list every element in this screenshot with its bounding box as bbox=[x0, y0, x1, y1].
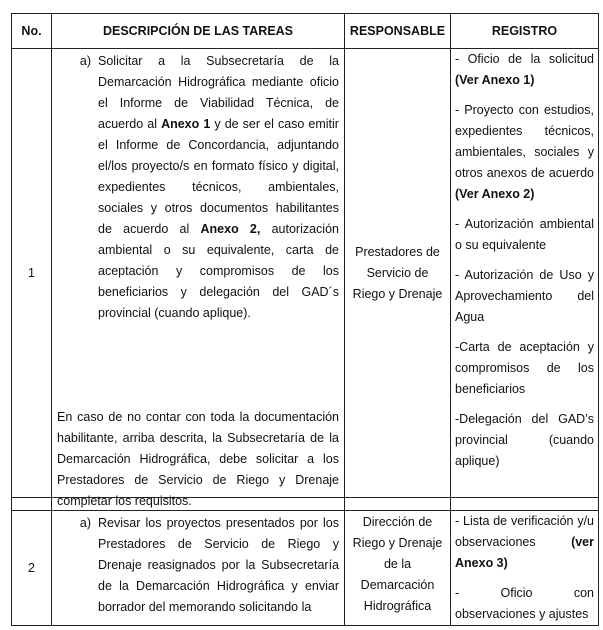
registro-cell bbox=[451, 49, 599, 498]
header-registro: REGISTRO bbox=[451, 14, 599, 49]
responsible-cell: Prestadores de Servicio de Riego y Drenaje bbox=[345, 49, 451, 498]
task-item-label: a) bbox=[79, 516, 91, 530]
registro-entry: -Delegación del GAD’s provincial (cuando aplique) bbox=[455, 412, 594, 468]
task-note: En caso de no contar con toda la documentación habilitante, arriba descrita, la Subsecretaría de la Demarcación Hidrográfica, debe solicitar a los Prestadores de Servicio de Riego y Drenaje completar los requisitos. bbox=[57, 410, 339, 508]
registro-entry: - Autorización de Uso y Aprovechamiento del Agua bbox=[455, 268, 594, 324]
table-row bbox=[12, 511, 599, 626]
table-header-row bbox=[12, 14, 599, 49]
table-row bbox=[12, 49, 599, 498]
responsible-cell: Dirección de Riego y Drenaje de la Demarcación Hidrográfica bbox=[345, 511, 451, 626]
task-description-cell bbox=[52, 511, 345, 626]
task-item-text: Revisar los proyectos presentados por los Prestadores de Servicio de Riego y Drenaje reasignados por la Subsecretaría de la Demarcación Hidrográfica y enviar borrador del memorando solicitando la bbox=[98, 516, 339, 614]
task-item-text: Solicitar a la Subsecretaría de la Demarcación Hidrográfica mediante oficio el Informe de Viabilidad Técnica, de acuerdo al Anexo 1 y de ser el caso emitir el Informe de Concordancia, adjuntando el/los proyecto/s en formato físico y digital, expedientes técnicos, ambientales, sociales y otros documentos habilitantes de acuerdo al Anexo 2, autorización ambiental o su equivalente, carta de aceptación y compromisos de los beneficiarios y delegación del GAD´s provincial (cuando aplique). bbox=[98, 54, 339, 320]
row-number: 2 bbox=[12, 511, 52, 626]
header-no: No. bbox=[12, 14, 52, 49]
registro-entry: - Oficio con observaciones y ajustes bbox=[455, 586, 594, 621]
header-responsable: RESPONSABLE bbox=[345, 14, 451, 49]
row-number: 1 bbox=[12, 49, 52, 498]
header-descripcion: DESCRIPCIÓN DE LAS TAREAS bbox=[52, 14, 345, 49]
task-description-cell bbox=[52, 49, 345, 508]
task-item bbox=[57, 513, 339, 618]
task-item bbox=[57, 51, 339, 324]
registro-entry: - Proyecto con estudios, expedientes técnicos, ambientales, sociales y otros anexos de acuerdo (Ver Anexo 2) bbox=[455, 103, 594, 201]
registro-entry: - Oficio de la solicitud (Ver Anexo 1) bbox=[455, 52, 594, 87]
registro-entry: - Lista de verificación y/u observaciones (ver Anexo 3) bbox=[455, 514, 594, 570]
registro-cell bbox=[451, 511, 599, 626]
registro-entry: - Autorización ambiental o su equivalente bbox=[455, 217, 594, 252]
procedure-table bbox=[11, 13, 599, 626]
task-item-label: a) bbox=[79, 54, 91, 68]
registro-entry: -Carta de aceptación y compromisos de los beneficiarios bbox=[455, 340, 594, 396]
